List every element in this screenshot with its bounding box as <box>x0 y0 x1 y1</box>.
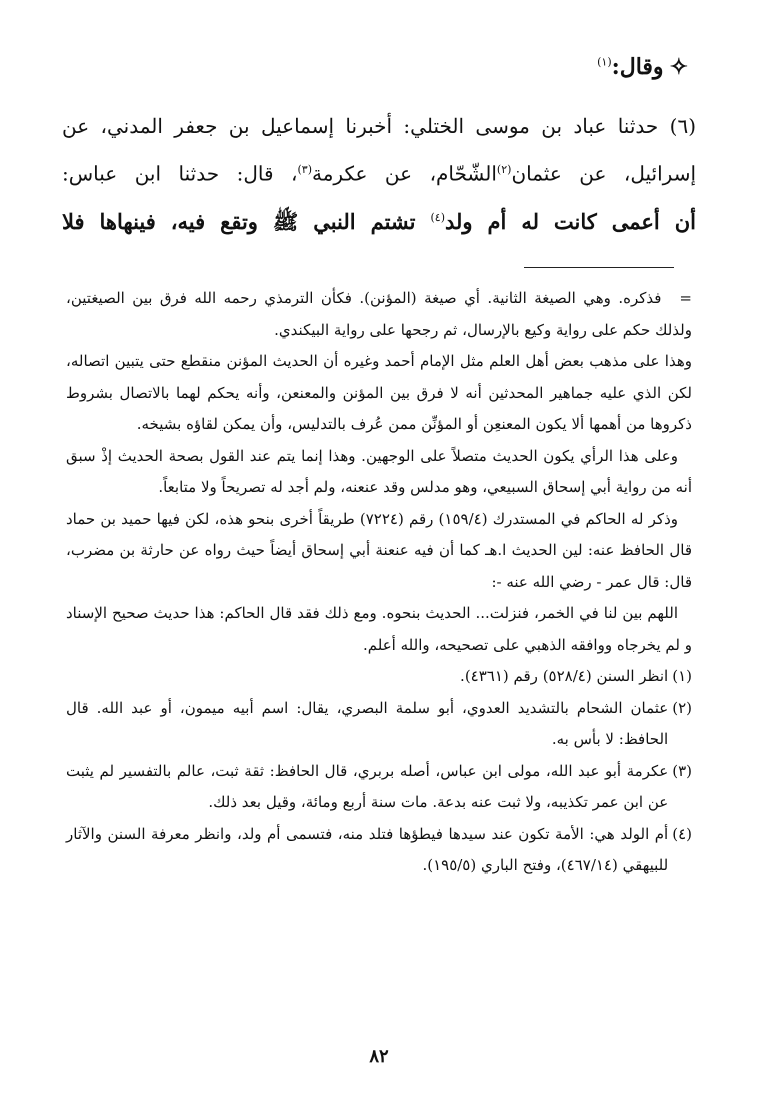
note-paragraph-1-text: فذكره. وهي الصيغة الثانية. أي صيغة (المؤنن). فكأن الترمذي رحمه الله فرق بين الصيغتين، ولذلك حكم على رواية وكيع بالإرسال، ثم رجحها على رواية البيكندي. <box>66 289 692 339</box>
hadith-line-3 <box>62 196 696 243</box>
footnote-number: (٤) <box>672 824 692 843</box>
hadith-line-1: (٦) حدثنا عباد بن موسى الختلي: أخبرنا إسماعيل بن جعفر المدني، عن <box>62 114 696 138</box>
note-paragraph-1 <box>66 283 692 346</box>
footnote-4 <box>66 819 692 882</box>
note-paragraph-5: اللهم بين لنا في الخمر، فنزلت... الحديث بنحوه. ومع ذلك فقد قال الحاكم: هذا حديث صحيح الإسناد و لم يخرجاه ووافقه الذهبي على تصحيحه، والله أعلم. <box>66 604 692 654</box>
footnote-3 <box>66 756 692 819</box>
footnote-2 <box>66 693 692 756</box>
note-paragraph-4: وذكر له الحاكم في المستدرك (١٥٩/٤) رقم (٧٢٢٤) طريقاً أخرى بنحو هذه، لكن فيها حميد بن حماد قال الحافظ عنه: لين الحديث ا.هـ كما أن فيه عنعنة أبي إسحاق أيضاً حيث رواه عن حارثة بن مضرب، قال: قال عمر - رضي الله عنه -: <box>66 509 692 591</box>
note-paragraph-3: وعلى هذا الرأي يكون الحديث متصلاً على الوجهين. وهذا إنما يتم عند القول بصحة الحديث إذْ سبق أنه من رواية أبي إسحاق السبيعي، وهو مدلس وقد عنعنه، ولم أجد له تصريحاً ولا متابعاً. <box>66 446 692 496</box>
footnote-ref-3: (٣) <box>297 163 312 176</box>
star-ornament-icon: ✧ <box>669 54 688 80</box>
note-paragraph-2: وهذا على مذهب بعض أهل العلم مثل الإمام أحمد وغيره أن الحديث المؤنن منقطع حتى يتبين اتصاله، لكن الذي عليه جماهير المحدثين أنه لا فرق بين المؤنن والمعنعن، وأنه يحكم لهما بالاتصال بشروط ذكروها من أهمها ألا يكون المعنعِن أو المؤنِّن ممن عُرف بالتدليس، وأن يمكن لقاؤه بشيخه. <box>66 352 692 433</box>
hadith-line-2-c: ، قال: حدثنا ابن عباس: <box>62 161 298 186</box>
section-heading <box>60 54 688 80</box>
hadith-line-2-b: الشّحّام، عن عكرمة <box>311 161 497 186</box>
heading-footnote-ref: (١) <box>597 55 612 69</box>
hadith-text <box>62 105 696 243</box>
footnote-number: (٢) <box>672 698 692 717</box>
hadith-line-3-b: تشتم النبي ﷺ وتقع فيه، فينهاها فلا <box>62 208 416 234</box>
hadith-line-3-a: أن أعمى كانت له أم ولد <box>444 208 696 234</box>
page-number: ٨٢ <box>369 1046 389 1067</box>
footnote-1 <box>66 661 692 693</box>
footnote-text: عثمان الشحام بالتشديد العدوي، أبو سلمة البصري، يقال: اسم أبيه ميمون، أو عبد الله. قال الحافظ: لا بأس به. <box>66 698 669 748</box>
footnote-number: (٣) <box>672 761 692 780</box>
footnote-text: أم الولد هي: الأمة تكون عند سيدها فيطؤها فتلد منه، فتسمى أم ولد، وانظر معرفة السنن والآثار للبيهقي (٤٦٧/١٤)، وفتح الباري (١٩٥/٥). <box>66 824 669 874</box>
hadith-line-2-a: إسرائيل، عن عثمان <box>511 161 696 186</box>
footnote-text: انظر السنن (٥٢٨/٤) رقم (٤٣٦١). <box>460 667 669 685</box>
footnote-text: عكرمة أبو عبد الله، مولى ابن عباس، أصله بربري، قال الحافظ: ثقة ثبت، عالم بالتفسير لم يثبت عن ابن عمر تكذيبه، ولا ثبت عنه بدعة. مات سنة أربع ومائة، وقيل بعد ذلك. <box>66 761 669 811</box>
continuation-mark: = <box>679 289 692 307</box>
heading-text: وقال: <box>611 54 664 80</box>
hadith-line-2 <box>62 148 696 196</box>
footnote-separator <box>524 267 674 268</box>
footnotes-area <box>66 283 692 882</box>
footnote-ref-2: (٢) <box>496 163 512 176</box>
footnote-ref-4: (٤) <box>430 210 445 224</box>
footnote-number: (١) <box>672 667 692 685</box>
